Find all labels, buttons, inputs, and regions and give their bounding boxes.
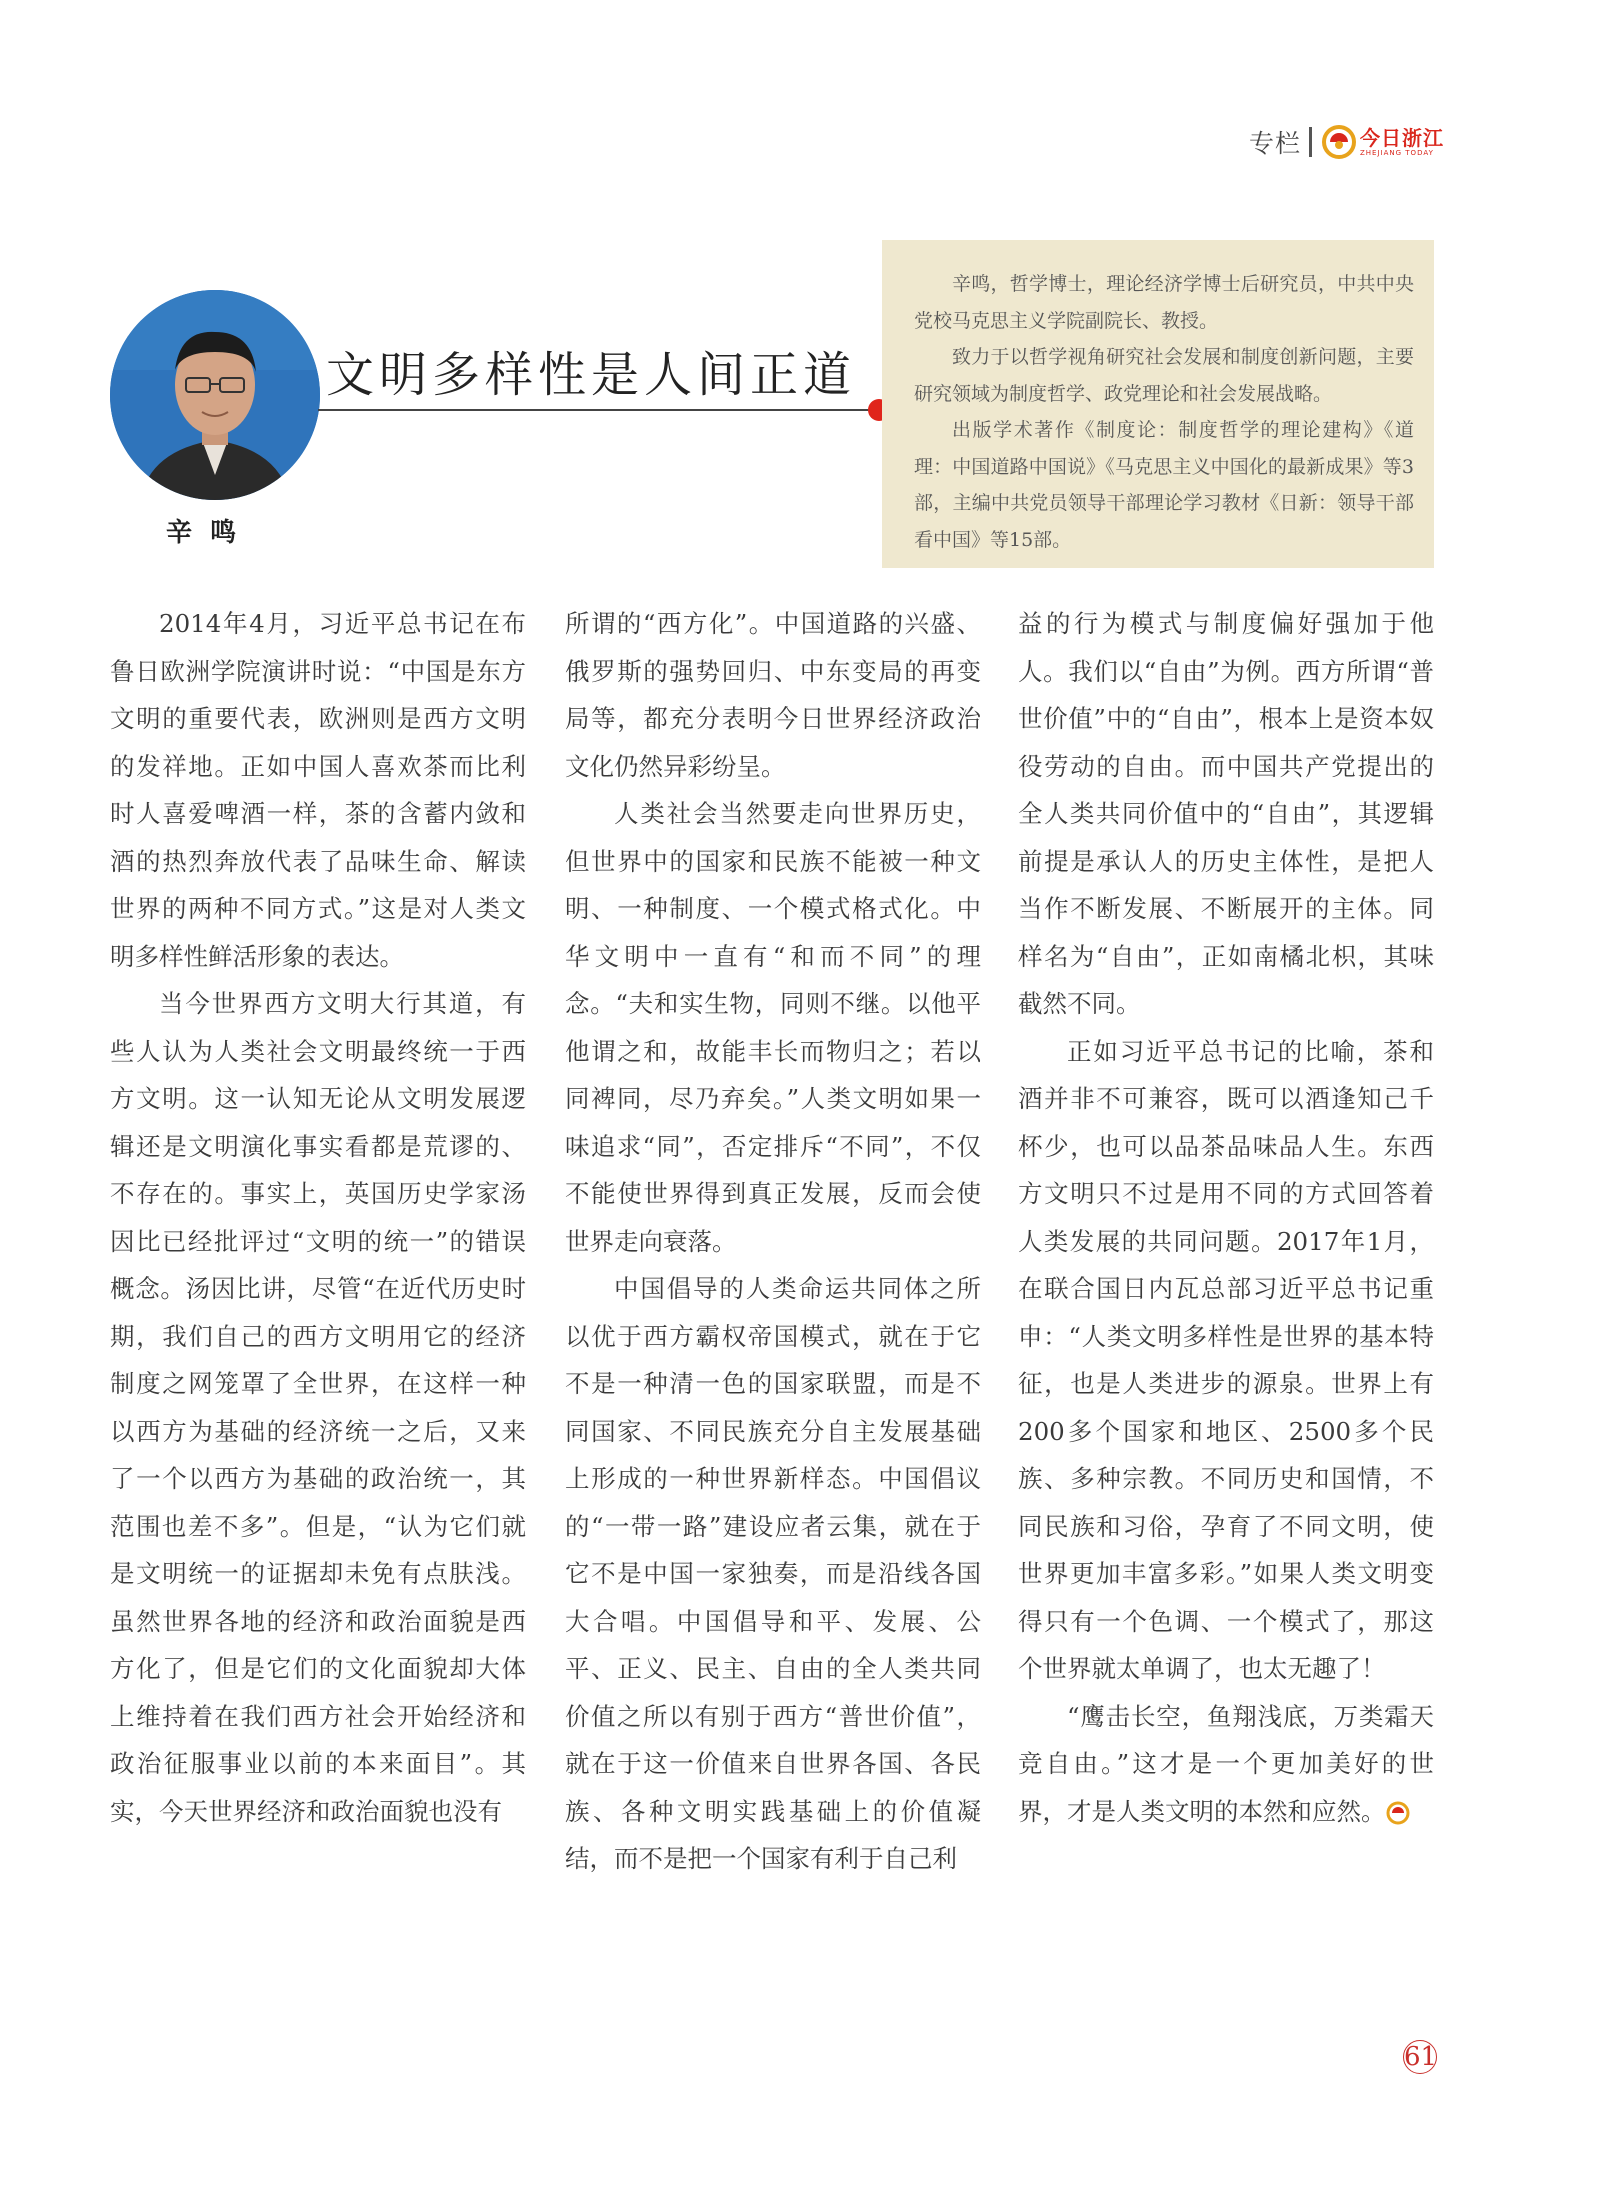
author-bio-box — [882, 240, 1434, 568]
column-header — [1249, 118, 1444, 166]
body-paragraph: 2014年4月，习近平总书记在布鲁日欧洲学院演讲时说：“中国是东方文明的重要代表，欧洲则是西方文明的发祥地。正如中国人喜欢茶而比利时人喜爱啤酒一样，茶的含蓄内敛和酒的热烈奔放代表了品味生命、解读世界的两种不同方式。”这是对人类文明多样性鲜活形象的表达。 — [110, 609, 526, 971]
body-paragraph — [1018, 1693, 1434, 1836]
bio-paragraph: 辛鸣，哲学博士，理论经济学博士后研究员，中共中央党校马克思主义学院副院长、教授。 — [914, 273, 1414, 332]
zhejiang-today-logo — [1322, 125, 1444, 159]
body-paragraph: 正如习近平总书记的比喻，茶和酒并非不可兼容，既可以酒逢知己千杯少，也可以品茶品味品人生。东西方文明只不过是用不同的方式回答着人类发展的共同问题。2017年1月，在联合国日内瓦总部习近平总书记重申：“人类文明多样性是世界的基本特征，也是人类进步的源泉。世界上有200多个国家和地区、2500多个民族、多种宗教。不同历史和国情，不同民族和习俗，孕育了不同文明，使世界更加丰富多彩。”如果人类文明变得只有一个色调、一个模式了，那这个世界就太单调了，也太无趣了！ — [1018, 1036, 1434, 1683]
body-column-2 — [565, 600, 981, 1883]
body-paragraph: 所谓的“西方化”。中国道路的兴盛、俄罗斯的强势回归、中东变局的再变局等，都充分表明今日世界经济政治文化仍然异彩纷呈。 — [565, 609, 981, 781]
column-label: 专栏 — [1248, 129, 1301, 158]
article-title: 文明多样性是人间正道 — [326, 347, 857, 403]
body-column-3 — [1018, 600, 1434, 1835]
bio-paragraph: 出版学术著作《制度论：制度哲学的理论建构》《道理：中国道路中国说》《马克思主义中国化的最新成果》等3部，主编中共党员领导干部理论学习教材《日新：领导干部看中国》等15部。 — [914, 419, 1414, 551]
logo-english-text: ZHEJIANG TODAY — [1360, 149, 1434, 157]
body-paragraph: 人类社会当然要走向世界历史，但世界中的国家和民族不能被一种文明、一种制度、一个模式格式化。中华文明中一直有“和而不同”的理念。“夫和实生物，同则不继。以他平他谓之和，故能丰长而物归之；若以同裨同，尽乃弃矣。”人类文明如果一味追求“同”，否定排斥“不同”，不仅不能使世界得到真正发展，反而会使世界走向衰落。 — [565, 799, 981, 1256]
body-paragraph: 当今世界西方文明大行其道，有些人认为人类社会文明最终统一于西方文明。这一认知无论从文明发展逻辑还是文明演化事实看都是荒谬的、不存在的。事实上，英国历史学家汤因比已经批评过“文明的统一”的错误概念。汤因比讲，尽管“在近代历史时期，我们自己的西方文明用它的经济制度之网笼罩了全世界，在这样一种以西方为基础的经济统一之后，又来了一个以西方为基础的政治统一，其范围也差不多”。但是，“认为它们就是文明统一的证据却未免有点肤浅。虽然世界各地的经济和政治面貌是西方化了，但是它们的文化面貌却大体上维持着在我们西方社会开始经济和政治征服事业以前的本来面目”。其实，今天世界经济和政治面貌也没有 — [110, 989, 526, 1826]
body-paragraph: 中国倡导的人类命运共同体之所以优于西方霸权帝国模式，就在于它不是一种清一色的国家联盟，而是不同国家、不同民族充分自主发展基础上形成的一种世界新样态。中国倡议的“一带一路”建设应者云集，就在于它不是中国一家独奏，而是沿线各国大合唱。中国倡导和平、发展、公平、正义、民主、自由的全人类共同价值之所以有别于西方“普世价值”，就在于这一价值来自世界各国、各民族、各种文明实践基础上的价值凝结，而不是把一个国家有利于自己利 — [565, 1274, 981, 1873]
header-divider — [1309, 127, 1312, 157]
author-portrait — [110, 290, 320, 500]
body-paragraph: 益的行为模式与制度偏好强加于他人。我们以“自由”为例。西方所谓“普世价值”中的“自由”，根本上是资本奴役劳动的自由。而中国共产党提出的全人类共同价值中的“自由”，其逻辑前提是承认人的历史主体性，是把人当作不断发展、不断展开的主体。同样名为“自由”，正如南橘北枳，其味截然不同。 — [1018, 609, 1434, 1018]
portrait-illustration — [110, 290, 320, 500]
logo-chinese-text: 今日浙江 — [1360, 126, 1444, 150]
end-mark-icon — [1386, 1801, 1410, 1825]
page-number: 61 — [1404, 2042, 1438, 2072]
bio-paragraph: 致力于以哲学视角研究社会发展和制度创新问题，主要研究领域为制度哲学、政党理论和社会发展战略。 — [914, 346, 1414, 405]
title-underline — [318, 409, 878, 411]
closing-paragraph-text: “鹰击长空，鱼翔浅底，万类霜天竞自由。”这才是一个更加美好的世界，才是人类文明的本然和应然。 — [1018, 1701, 1434, 1826]
swirl-logo-icon — [1322, 125, 1356, 159]
body-column-1 — [110, 600, 526, 1835]
author-name: 辛鸣 — [166, 518, 255, 548]
